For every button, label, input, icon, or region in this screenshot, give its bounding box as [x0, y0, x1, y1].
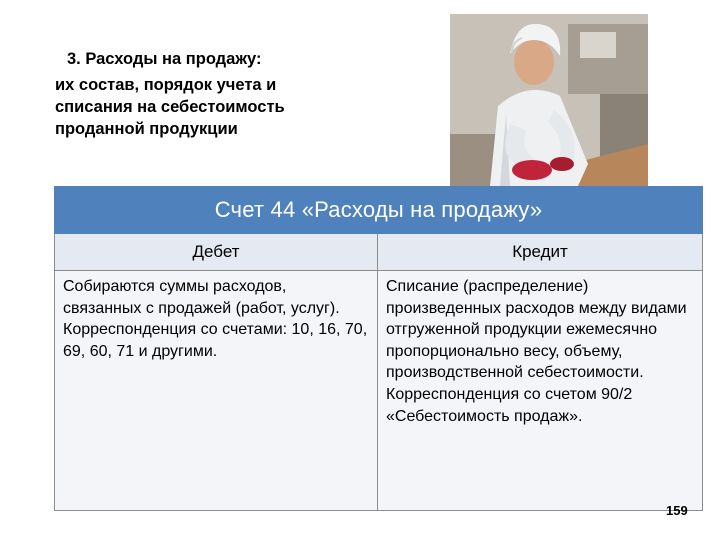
red-package — [550, 157, 574, 171]
table-header-row — [55, 234, 703, 271]
red-product — [512, 160, 552, 180]
page-number: 159 — [666, 503, 688, 518]
column-header-debit: Дебет — [55, 234, 378, 271]
heading-title: 3. Расходы на продажу: — [67, 50, 262, 68]
table-title-row — [55, 187, 703, 234]
table-title: Счет 44 «Расходы на продажу» — [55, 187, 703, 234]
worker-face — [514, 39, 554, 85]
account-table — [54, 186, 703, 511]
worker-illustration — [450, 14, 648, 186]
machine-screen — [580, 32, 616, 58]
slide-heading — [55, 48, 325, 140]
credit-cell: Списание (распределение) произведенных расходов между видами отгруженной продукции ежемесячно пропорционально весу, объему, производственной себестоимости. Корреспонденция со счетом 90/2 «Себестоимость продаж». — [378, 271, 703, 511]
column-header-credit: Кредит — [378, 234, 703, 271]
table-row — [55, 271, 703, 511]
heading-subtitle: их состав, порядок учета и списания на себестоимость проданной продукции — [55, 76, 285, 138]
debit-cell: Собираются суммы расходов, связанных с продажей (работ, услуг). Корреспонденция со счетами: 10, 16, 70, 69, 60, 71 и другими. — [55, 271, 378, 511]
worker-photo — [450, 14, 648, 186]
